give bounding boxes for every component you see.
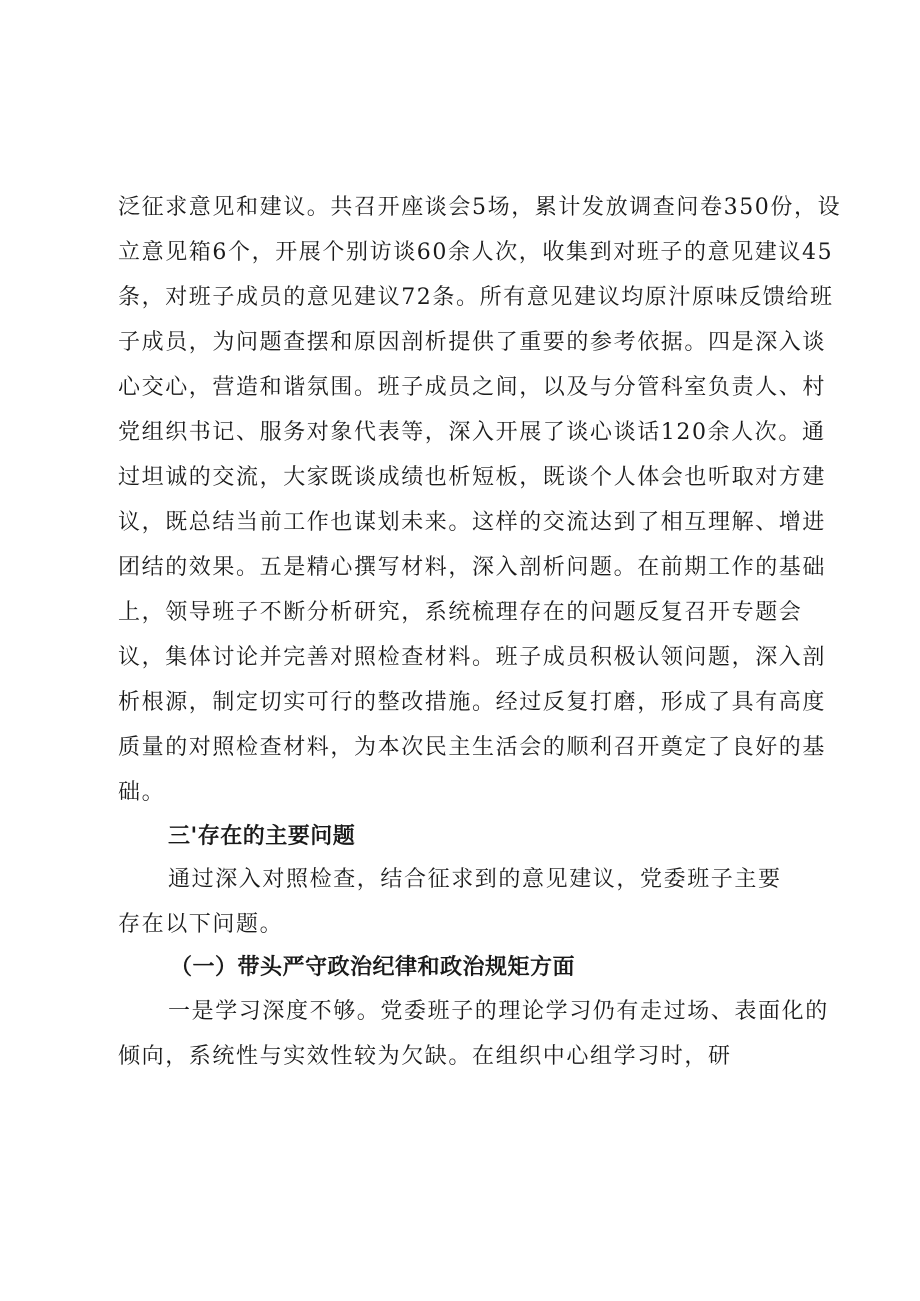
paragraph-line: 础。: [118, 780, 166, 805]
paragraph-line: 心交心，营造和谐氛围。班子成员之间，以及与分管科室负责人、村: [118, 375, 827, 400]
paragraph-line: 子成员，为问题查摆和原因剖析提供了重要的参考依据。四是深入谈: [118, 330, 827, 355]
paragraph-line: 团结的效果。五是精心撰写材料，深入剖析问题。在前期工作的基础: [118, 555, 827, 580]
paragraph-line: 析根源，制定切实可行的整改措施。经过反复打磨，形成了具有高度: [118, 690, 827, 715]
paragraph-line: 质量的对照检查材料，为本次民主生活会的顺利召开奠定了良好的基: [118, 735, 827, 760]
paragraph-line: 议，既总结当前工作也谋划未来。这样的交流达到了相互理解、增进: [118, 510, 827, 535]
section-heading: 三'存在的主要问题: [168, 824, 356, 849]
paragraph-line: 一是学习深度不够。党委班子的理论学习仍有走过场、表面化的: [168, 999, 829, 1024]
paragraph-line: 倾向，系统性与实效性较为欠缺。在组织中心组学习时，研: [118, 1044, 732, 1069]
paragraph-line: 泛征求意见和建议。共召开座谈会5场，累计发放调查问卷350份，设: [118, 195, 842, 220]
paragraph-line: 党组织书记、服务对象代表等，深入开展了谈心谈话120余人次。通: [118, 420, 826, 445]
paragraph-line: 议，集体讨论并完善对照检查材料。班子成员积极认领问题，深入剖: [118, 645, 827, 670]
paragraph-line: 上，领导班子不断分析研究，系统梳理存在的问题反复召开专题会: [118, 600, 803, 625]
paragraph-line: 立意见箱6个，开展个别访谈60余人次，收集到对班子的意见建议45: [118, 240, 834, 265]
paragraph-line: 过坦诚的交流，大家既谈成绩也析短板，既谈个人体会也听取对方建: [118, 465, 827, 490]
paragraph-line: 通过深入对照检查，结合征求到的意见建议，党委班子主要: [168, 867, 782, 892]
paragraph-line: 条，对班子成员的意见建议72条。所有意见建议均原汁原味反馈给班: [118, 285, 834, 310]
subheading: （一）带头严守政治纪律和政治规矩方面: [170, 955, 576, 980]
paragraph-line: 存在以下问题。: [118, 912, 284, 937]
